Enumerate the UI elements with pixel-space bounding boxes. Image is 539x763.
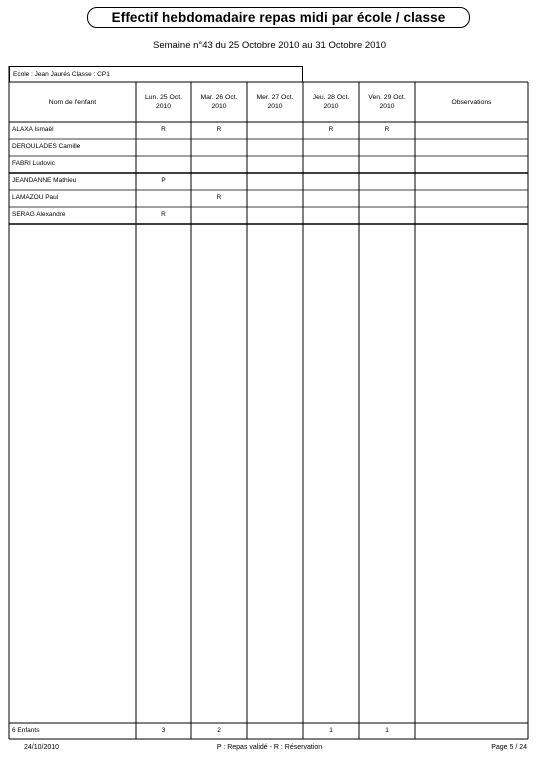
day-mark	[359, 139, 415, 155]
day-total: 2	[217, 727, 221, 734]
day-mark	[247, 122, 303, 138]
day-mark: R	[161, 211, 166, 218]
day-total: 3	[161, 727, 166, 734]
page-title: Effectif hebdomadaire repas midi par école / classe	[87, 7, 470, 28]
day-mark	[359, 156, 415, 172]
day-mark	[247, 173, 303, 189]
school-class-label: Ecole : Jean Jaurés Classe : CP1	[9, 66, 303, 82]
day-total	[247, 723, 303, 739]
day-mark	[359, 190, 415, 206]
footer-page-number: Page 5 / 24	[491, 744, 527, 751]
day-mark: R	[216, 194, 222, 201]
day-mark: R	[216, 126, 222, 133]
day-mark	[303, 156, 359, 172]
column-header-day: Lun. 25 Oct. 2010	[144, 94, 183, 110]
column-header-day: Jeu. 28 Oct. 2010	[312, 94, 350, 110]
column-header-name: Nom de l'enfant	[48, 98, 97, 106]
day-mark	[359, 207, 415, 223]
day-mark: R	[384, 126, 390, 133]
day-mark	[247, 190, 303, 206]
day-total: 1	[385, 727, 389, 734]
column-header-day: Mer. 27 Oct. 2010	[256, 94, 294, 110]
day-total: 1	[329, 727, 333, 734]
child-name: DEROULADES Camille	[12, 143, 81, 150]
day-mark: P	[161, 177, 166, 184]
day-mark	[191, 156, 247, 172]
day-mark	[136, 139, 191, 155]
day-mark	[191, 207, 247, 223]
child-name: LAMAZOU Paul	[12, 194, 59, 201]
day-mark	[359, 173, 415, 189]
column-header-day: Ven. 29 Oct. 2010	[368, 94, 406, 110]
column-header-day: Mar. 26 Oct. 2010	[200, 94, 238, 110]
total-children-label: 6 Enfants	[12, 727, 40, 734]
footer-legend: P : Repas validé - R : Réservation	[216, 744, 323, 751]
day-mark	[303, 173, 359, 189]
day-mark	[247, 139, 303, 155]
child-name: JEANDANNE Mathieu	[12, 177, 77, 184]
week-subtitle: Semaine n°43 du 25 Octobre 2010 au 31 Octobre 2010	[152, 40, 387, 51]
day-mark	[303, 207, 359, 223]
day-mark	[136, 156, 191, 172]
column-header-observations: Observations	[451, 98, 492, 106]
day-mark	[136, 190, 191, 206]
child-name: FABRI Ludovic	[12, 160, 55, 167]
day-mark	[303, 139, 359, 155]
day-mark	[247, 156, 303, 172]
child-name: SERAG Alexandre	[12, 211, 66, 218]
day-mark	[191, 173, 247, 189]
day-mark	[247, 207, 303, 223]
day-mark: R	[328, 126, 334, 133]
day-mark	[191, 139, 247, 155]
child-name: ALAXA Ismaël	[12, 126, 54, 133]
footer-date: 24/10/2010	[24, 744, 60, 751]
day-mark: R	[161, 126, 166, 133]
day-mark	[303, 190, 359, 206]
